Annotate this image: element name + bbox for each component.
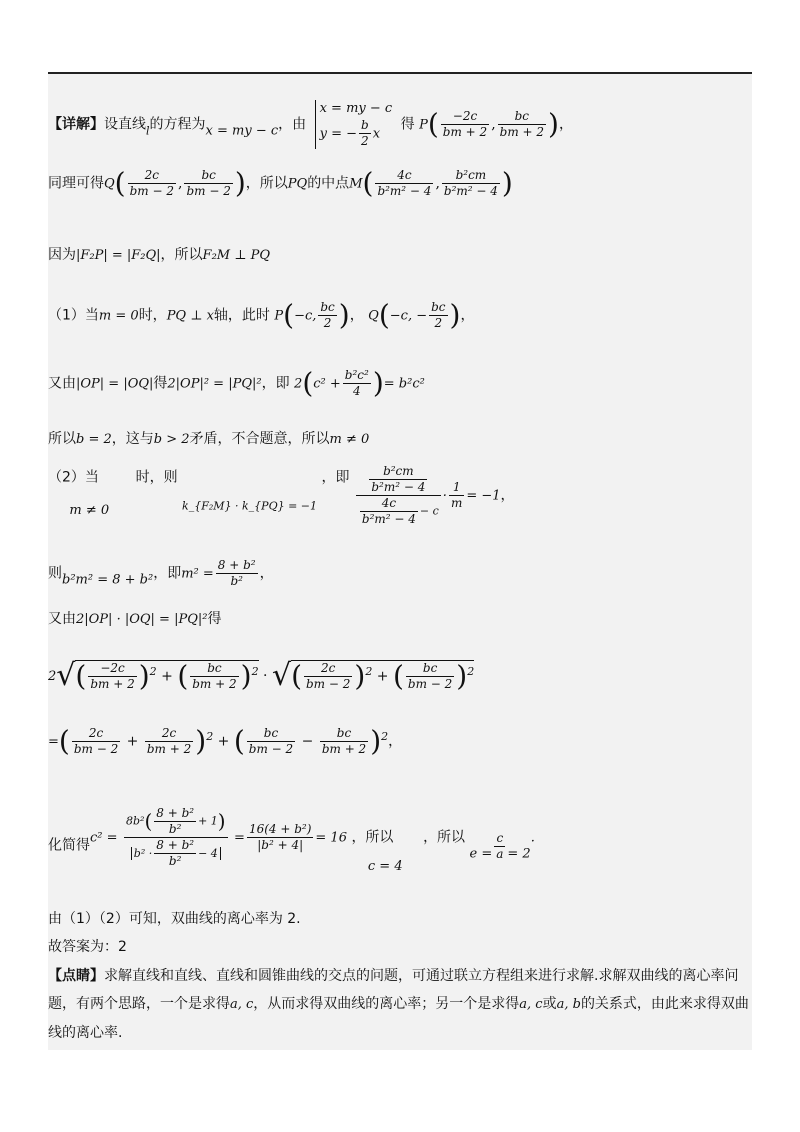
big-num (124, 806, 228, 838)
eq-part: = b²c² (383, 376, 425, 392)
fraction (318, 300, 336, 331)
fraction (369, 464, 427, 495)
equation: |F₂P| = |F₂Q| (76, 248, 161, 263)
text: ， (349, 307, 364, 324)
num: c (494, 831, 505, 847)
paren: ( (144, 809, 153, 833)
paren: ( (302, 366, 314, 400)
den: b²m² − 4 (371, 480, 426, 494)
paren: ) (338, 298, 350, 332)
top-rule (48, 72, 752, 74)
text: 因为 (48, 247, 76, 263)
paren: ( (291, 659, 302, 693)
paren: ) (217, 809, 226, 833)
fraction (494, 831, 505, 862)
fraction (359, 118, 371, 149)
num: −2c (441, 109, 489, 125)
answer-line: 故答案为：2 (48, 939, 127, 955)
fraction (190, 661, 238, 692)
abs (131, 838, 221, 868)
point-q: Q (368, 308, 379, 324)
text: 或 (542, 996, 557, 1012)
text: 同理可得 (48, 175, 104, 192)
den-tail: − c (419, 504, 439, 518)
point-m: M (349, 176, 363, 192)
var-pair: a, c (519, 997, 543, 1012)
sqrt-body: ( $\frac{2c}{bm - 2}$ )$^2$ + ( $\frac{bc}{bm - 2}$ )$^2$ (291, 659, 475, 693)
fraction (247, 822, 313, 853)
num: b (361, 118, 369, 132)
num: −2c (88, 661, 136, 677)
den: bm + 2 (499, 125, 545, 139)
part: b² · (133, 846, 153, 860)
text: 所以 (48, 431, 76, 447)
text: ，即 (261, 375, 290, 392)
num: 16(4 + b²) (248, 822, 312, 836)
text: ，即 (321, 469, 350, 486)
c-value: c = 4 (367, 858, 403, 874)
paren: ) (501, 166, 513, 200)
den: bm + 2 (192, 677, 237, 692)
fraction (429, 300, 447, 331)
fraction (360, 496, 418, 527)
fraction (145, 726, 193, 757)
sqrt-sign: √ (271, 658, 292, 694)
den: bm − 2 (73, 742, 119, 757)
text: ， (388, 733, 403, 750)
fraction (184, 168, 232, 199)
equation: m = 0 (98, 308, 139, 324)
eq-part: = 2 (507, 846, 531, 862)
den: b² (168, 854, 182, 868)
equation-system (315, 100, 393, 149)
num: bc (320, 726, 368, 742)
condition: m ≠ 0 (69, 502, 110, 518)
eq-part: = 16 (315, 830, 347, 846)
paren: ( (177, 659, 189, 693)
num: b²c² (344, 368, 369, 382)
text: ，所以 (160, 247, 203, 263)
text: 求解直线和直线、直线和圆锥曲线的交点的问题，可通过联立方程组来进行求解.求解双曲线的离心率问题，有两个思路，一个是求得 (48, 968, 739, 1012)
paren: ) (456, 659, 468, 693)
fraction (441, 109, 489, 140)
den: bm − 2 (248, 742, 294, 757)
text: ，由 (278, 116, 307, 133)
text: 矛盾，不合题意，所以 (189, 431, 330, 447)
den: b²m² − 4 (377, 184, 432, 198)
big-den (356, 496, 441, 527)
fraction (498, 109, 546, 140)
eq-part: e = (469, 846, 493, 862)
paren: ( (114, 166, 126, 200)
den: 2 (323, 316, 332, 330)
text: ，即 (153, 565, 182, 582)
paren: ( (362, 166, 374, 200)
text: ， (558, 116, 573, 133)
text: 又由 (48, 611, 76, 627)
var-pair: a, c (230, 997, 254, 1012)
big-num (356, 464, 441, 496)
comment-paragraph (48, 962, 752, 1047)
big-den (124, 838, 228, 869)
tail: − 4 (198, 846, 218, 860)
paren: ) (234, 166, 246, 200)
num: bc (431, 300, 446, 314)
point-p: P (274, 308, 284, 324)
text: 则 (48, 565, 62, 582)
coord: −c, − (389, 308, 428, 324)
conclusion-line: 由（1）（2）可知，双曲线的离心率为 2. (48, 911, 301, 927)
den: bm + 2 (146, 742, 192, 757)
text: 时，则 (135, 469, 178, 486)
point-p: P (419, 117, 428, 133)
eq-part: c² = (90, 830, 118, 846)
text: ， (259, 565, 274, 582)
solution-line-7 (48, 464, 515, 527)
text: ，所以 (423, 829, 466, 846)
paren: ( (427, 107, 439, 141)
equation: m ≠ 0 (329, 432, 370, 447)
equation: b²m² = 8 + b² (62, 572, 154, 588)
line-equation: x = my − c (205, 123, 279, 139)
coord: −c, (294, 308, 317, 324)
num: 8 + b² (217, 558, 256, 572)
text: 得 (400, 116, 415, 133)
equation: PQ ⊥ x (166, 308, 214, 324)
paren: ( (75, 659, 87, 693)
num: 2c (128, 168, 176, 184)
text: ，所以 (245, 175, 288, 192)
den: bm − 2 (306, 677, 351, 692)
fraction (247, 726, 295, 757)
fraction (449, 480, 464, 511)
eq-sign: = (48, 734, 59, 750)
fraction (154, 806, 196, 837)
den: 4 (352, 384, 361, 398)
den: bm − 2 (129, 184, 174, 198)
num: 2c (72, 726, 120, 742)
paren: ) (138, 659, 150, 693)
sqrt-body: ( $\frac{-2c}{bm + 2}$ )$^2$ + ( $\frac{bc}{bm + 2}$ )$^2$ (75, 659, 259, 693)
big-fraction (124, 806, 228, 869)
den: bm + 2 (90, 677, 135, 692)
text: （1）当 (48, 307, 99, 324)
text: 设直线 (104, 116, 146, 133)
paren: ) (195, 724, 207, 758)
tail: + 1 (198, 814, 218, 828)
text: 的中点 (307, 175, 350, 192)
paren: ) (354, 659, 366, 693)
fraction (442, 168, 500, 199)
solution-line-6 (48, 428, 369, 451)
num: 8 + b² (156, 838, 195, 852)
solution-line-3 (48, 244, 270, 267)
text: 的方程为 (149, 116, 206, 133)
den: |b² + 4| (257, 838, 304, 852)
eq-part: x (372, 126, 381, 142)
eq-part: = −1 (466, 488, 501, 504)
solution-line-9 (48, 608, 221, 631)
text: 化简得 (48, 837, 90, 854)
num: bc (190, 661, 238, 677)
den: bm − 2 (407, 677, 453, 692)
solution-line-10: 2√( $\frac{-2c}{bm + 2}$ )$^2$ + ( $\frac{bc}{bm + 2}$ )$^2$ · √( $\frac{2c}{bm - 2}$ )$^2$ + ( $\frac{bc}{bm - 2}$ )$^2$ (48, 658, 475, 694)
solution-line-2: 同理可得Q( $\frac{2c}{bm - 2}$ , $\frac{bc}{bm - 2}$ )，所以PQ的中点M( $\frac{4c}{\text{b²m² − 4}}$ , $\frac{\text{b²cm}}{\text{b²m² − 4}}$ ) (48, 166, 513, 200)
fraction (88, 661, 136, 692)
coef: 8b² (125, 814, 145, 828)
den: b²m² − 4 (361, 512, 416, 526)
big-fraction (356, 464, 441, 527)
text: 时， (138, 307, 167, 324)
num: 2c (304, 661, 352, 677)
num: 4c (360, 496, 418, 512)
solution-line-12: 化简得c² = 8b²( $\frac{\text{8 + b²}}{\text{b²}}$ + 1) b² · $\frac{\text{8 + b²}}{\text{b²}}$ − 4 = $\frac{\text{16(4 + b²)}}{\text{|b² + 4|}}$ = 16 ，所以 c = 4 ，所以 e = $\frac{c}{a}$ = 2. (48, 806, 535, 878)
num: bc (498, 109, 546, 125)
paren: ( (58, 724, 70, 758)
text: （2）当 (48, 469, 99, 486)
text: 得 (207, 611, 222, 627)
den: a (496, 846, 504, 861)
num: bc (320, 300, 335, 314)
solution-line-5 (48, 368, 425, 399)
text: 的关系式，由此来求得双曲线的离心率. (48, 996, 749, 1041)
equation: F₂M ⊥ PQ (202, 248, 270, 263)
num: b²cm (369, 464, 427, 480)
fraction (406, 661, 454, 692)
system-eq-2 (320, 118, 393, 149)
paren: ) (372, 366, 384, 400)
fraction (128, 168, 176, 199)
text: . (530, 830, 535, 846)
den: b² (230, 574, 243, 588)
solution-line-1: 【详解】设直线$_l$的方程为x = my − c，由 x = my − c y = − $\frac{b}{2}$ x 得 P( $\frac{-2c}{bm + 2}$ , $\frac{bc}{bm + 2}$ )， (48, 101, 573, 148)
text: ， (460, 307, 475, 324)
paren: ) (449, 298, 461, 332)
solution-line-11: =( $\frac{2c}{bm - 2}$ + $\frac{2c}{bm + 2}$ )$^2$ + ( $\frac{bc}{bm - 2}$ − $\frac{bc}{bm + 2}$ )$^2$， (48, 724, 403, 758)
equation: 2|OP| · |OQ| = |PQ|² (76, 612, 208, 627)
eq-part: m² = (181, 566, 214, 582)
equation: |OP| = |OQ| (76, 376, 154, 392)
fraction (375, 168, 433, 199)
var-pair: a, b (556, 997, 581, 1012)
dot: · (442, 488, 447, 504)
segment-pq: PQ (287, 176, 308, 192)
num: bc (184, 168, 232, 184)
paren: ( (392, 659, 404, 693)
fraction (320, 726, 368, 757)
fraction (72, 726, 120, 757)
den: bm + 2 (442, 125, 488, 139)
slope-product: k_{F₂M} · k_{PQ} = −1 (182, 499, 318, 513)
detail-label: 【详解】 (48, 116, 104, 133)
coef: 2 (294, 376, 303, 392)
num: bc (406, 661, 454, 677)
num: 1 (449, 480, 464, 496)
den: 2 (434, 316, 443, 330)
text: ，所以 (351, 829, 394, 846)
comment-label: 【点睛】 (48, 968, 104, 984)
equation: b > 2 (153, 432, 190, 447)
equation: b = 2 (76, 432, 112, 447)
num: b²cm (442, 168, 500, 184)
fraction (343, 368, 371, 399)
den: bm + 2 (321, 742, 367, 757)
paren: ) (240, 659, 252, 693)
text: ， (500, 487, 515, 504)
text: 得 (153, 375, 168, 392)
num: bc (247, 726, 295, 742)
point-q: Q (104, 176, 115, 192)
solution-line-8 (48, 558, 274, 592)
paren: ( (283, 298, 295, 332)
paren: ( (233, 724, 245, 758)
den: m (450, 496, 463, 510)
den: b²m² − 4 (443, 184, 498, 198)
sqrt-sign: √ (56, 658, 76, 694)
paren: ) (548, 107, 559, 141)
coef: 2 (48, 669, 57, 685)
solution-line-4 (48, 300, 474, 331)
num: 2c (145, 726, 193, 742)
equation: 2|OP|² = |PQ|² (167, 376, 262, 392)
fraction (304, 661, 352, 692)
den: 2 (361, 134, 369, 148)
fraction (154, 838, 196, 869)
var-l: l (146, 124, 150, 138)
fraction (216, 558, 258, 589)
num: 4c (375, 168, 433, 184)
num: 8 + b² (156, 806, 195, 820)
system-eq-1: x = my − c (319, 101, 393, 116)
paren: ) (370, 724, 382, 758)
den: b² (168, 822, 182, 836)
paren: ( (378, 298, 390, 332)
eq-part: c² + (313, 376, 341, 392)
text: 轴，此时 (213, 307, 270, 324)
den: bm − 2 (186, 184, 231, 198)
text: ，这与 (111, 431, 154, 447)
eq-part: y = − (319, 126, 357, 142)
text: 又由 (48, 375, 76, 392)
text: ，从而求得双曲线的离心率；另一个是求得 (253, 996, 520, 1012)
